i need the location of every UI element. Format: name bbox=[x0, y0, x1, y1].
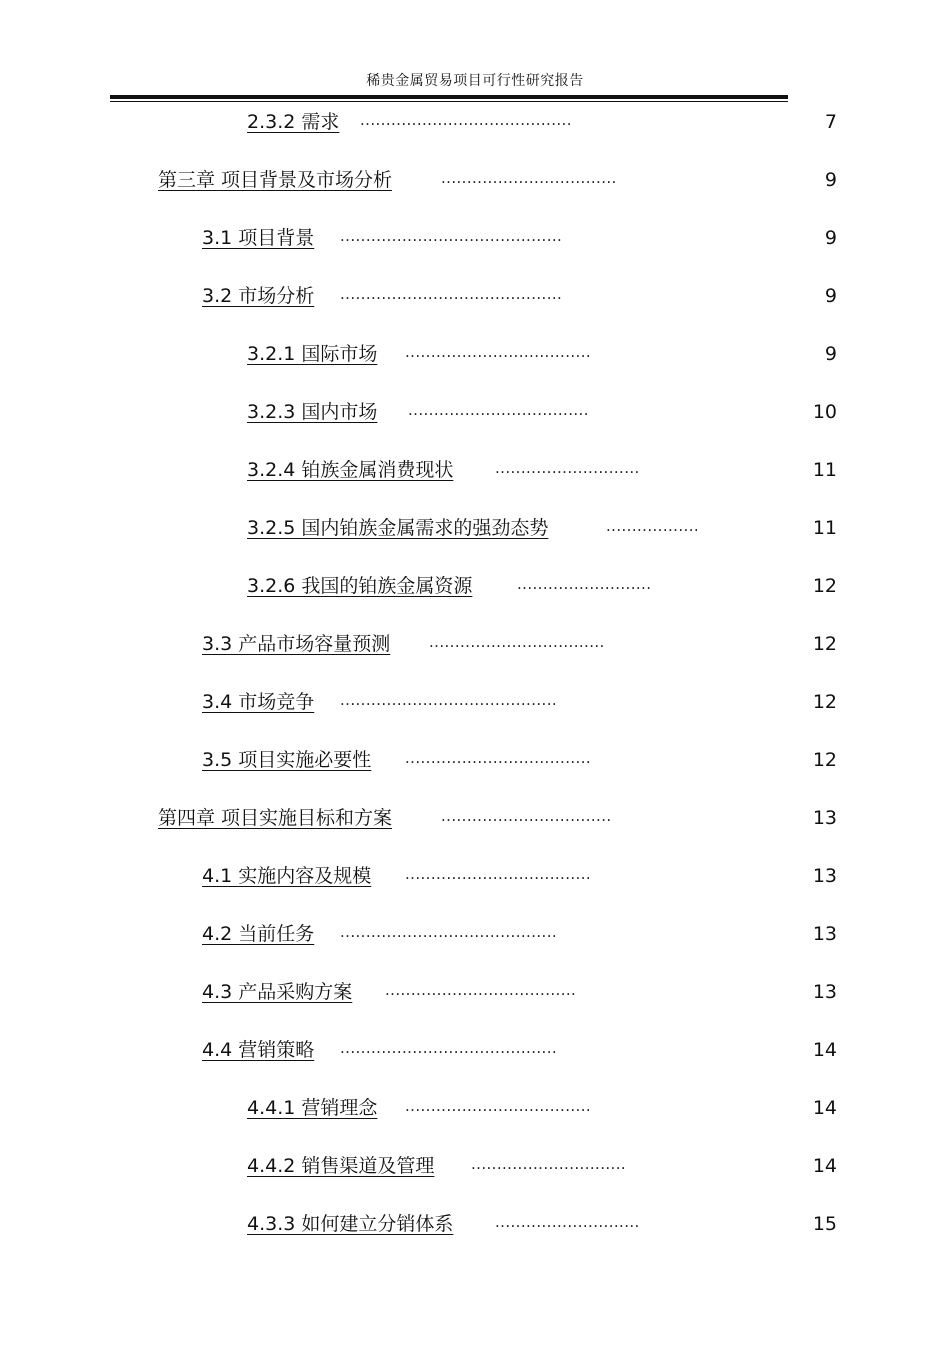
toc-entry[interactable] bbox=[0, 1035, 950, 1065]
toc-entry[interactable] bbox=[0, 513, 950, 543]
toc-entry[interactable] bbox=[0, 107, 950, 137]
toc-dot-leader: .................................... bbox=[405, 343, 592, 361]
toc-entry-title[interactable]: 3.5 项目实施必要性 bbox=[202, 749, 372, 771]
toc-dot-leader: ........................................... bbox=[340, 227, 563, 245]
toc-entry-title[interactable]: 2.3.2 需求 bbox=[247, 111, 340, 133]
toc-page-number: 10 bbox=[812, 401, 837, 423]
toc-entry-title[interactable]: 4.3.3 如何建立分销体系 bbox=[247, 1213, 454, 1235]
toc-dot-leader: ................................. bbox=[441, 807, 612, 825]
toc-dot-leader: ............................ bbox=[495, 459, 640, 477]
toc-entry[interactable] bbox=[0, 1209, 950, 1239]
toc-dot-leader: .......................................... bbox=[340, 923, 558, 941]
toc-page-number: 9 bbox=[824, 285, 837, 307]
toc-entry[interactable] bbox=[0, 397, 950, 427]
toc-dot-leader: ........................................... bbox=[340, 285, 563, 303]
toc-page-number: 12 bbox=[812, 691, 837, 713]
toc-entry[interactable] bbox=[0, 339, 950, 369]
toc-entry-title[interactable]: 3.4 市场竞争 bbox=[202, 691, 315, 713]
toc-dot-leader: .......................................... bbox=[340, 691, 558, 709]
toc-entry[interactable] bbox=[0, 803, 950, 833]
toc-entry-title[interactable]: 4.1 实施内容及规模 bbox=[202, 865, 372, 887]
toc-entry-title[interactable]: 4.4.1 营销理念 bbox=[247, 1097, 378, 1119]
toc-dot-leader: .................................. bbox=[441, 169, 617, 187]
toc-entry-title[interactable]: 3.2.5 国内铂族金属需求的强劲态势 bbox=[247, 517, 549, 539]
toc-entry-title[interactable]: 3.2.4 铂族金属消费现状 bbox=[247, 459, 454, 481]
toc-entry[interactable] bbox=[0, 455, 950, 485]
toc-page-number: 14 bbox=[812, 1039, 837, 1061]
toc-page-number: 12 bbox=[812, 575, 837, 597]
toc-page-number: 11 bbox=[812, 517, 837, 539]
toc-entry-title[interactable]: 3.2.1 国际市场 bbox=[247, 343, 378, 365]
toc-dot-leader: .................................... bbox=[405, 749, 592, 767]
toc-page-number: 13 bbox=[812, 865, 837, 887]
toc-entry-title[interactable]: 3.2.3 国内市场 bbox=[247, 401, 378, 423]
header-rule-thick bbox=[110, 95, 788, 99]
toc-dot-leader: ......................................... bbox=[360, 111, 572, 129]
toc-entry[interactable] bbox=[0, 165, 950, 195]
toc-entry[interactable] bbox=[0, 629, 950, 659]
toc-dot-leader: .................................... bbox=[405, 1097, 592, 1115]
toc-entry-title[interactable]: 3.2.6 我国的铂族金属资源 bbox=[247, 575, 473, 597]
header-rule-thin bbox=[110, 101, 788, 102]
toc-entry-title[interactable]: 4.4 营销策略 bbox=[202, 1039, 315, 1061]
toc-dot-leader: ............................ bbox=[495, 1213, 640, 1231]
toc-page-number: 12 bbox=[812, 749, 837, 771]
toc-entry-title[interactable]: 4.3 产品采购方案 bbox=[202, 981, 353, 1003]
toc-entry-title[interactable]: 第四章 项目实施目标和方案 bbox=[158, 807, 393, 829]
toc-dot-leader: ................................... bbox=[408, 401, 589, 419]
toc-entry-title[interactable]: 4.4.2 销售渠道及管理 bbox=[247, 1155, 435, 1177]
toc-dot-leader: .............................. bbox=[471, 1155, 627, 1173]
toc-entry-title[interactable]: 3.2 市场分析 bbox=[202, 285, 315, 307]
toc-entry[interactable] bbox=[0, 1093, 950, 1123]
toc-page-number: 11 bbox=[812, 459, 837, 481]
toc-dot-leader: ..................................... bbox=[385, 981, 577, 999]
toc-entry-title[interactable]: 第三章 项目背景及市场分析 bbox=[158, 169, 393, 191]
toc-dot-leader: .................................. bbox=[429, 633, 605, 651]
toc-entry-title[interactable]: 3.3 产品市场容量预测 bbox=[202, 633, 391, 655]
toc-dot-leader: .......................... bbox=[517, 575, 652, 593]
toc-page-number: 14 bbox=[812, 1155, 837, 1177]
toc-page-number: 7 bbox=[824, 111, 837, 133]
toc-entry[interactable] bbox=[0, 861, 950, 891]
toc-entry[interactable] bbox=[0, 1151, 950, 1181]
toc-entry[interactable] bbox=[0, 281, 950, 311]
toc-dot-leader: .................. bbox=[606, 517, 700, 535]
toc-page-number: 9 bbox=[824, 169, 837, 191]
toc-page-number: 14 bbox=[812, 1097, 837, 1119]
toc-entry-title[interactable]: 3.1 项目背景 bbox=[202, 227, 315, 249]
toc-page-number: 13 bbox=[812, 981, 837, 1003]
toc-entry[interactable] bbox=[0, 223, 950, 253]
toc-entry[interactable] bbox=[0, 687, 950, 717]
toc-page-number: 13 bbox=[812, 923, 837, 945]
running-header: 稀贵金属贸易项目可行性研究报告 bbox=[366, 73, 584, 89]
toc-entry[interactable] bbox=[0, 571, 950, 601]
toc-page-number: 9 bbox=[824, 343, 837, 365]
toc-page-number: 9 bbox=[824, 227, 837, 249]
toc-page-number: 15 bbox=[812, 1213, 837, 1235]
toc-entry[interactable] bbox=[0, 745, 950, 775]
toc-dot-leader: .................................... bbox=[405, 865, 592, 883]
toc-page-number: 13 bbox=[812, 807, 837, 829]
toc-entry[interactable] bbox=[0, 977, 950, 1007]
toc-entry[interactable] bbox=[0, 919, 950, 949]
toc-dot-leader: .......................................... bbox=[340, 1039, 558, 1057]
toc-entry-title[interactable]: 4.2 当前任务 bbox=[202, 923, 315, 945]
toc-page-number: 12 bbox=[812, 633, 837, 655]
